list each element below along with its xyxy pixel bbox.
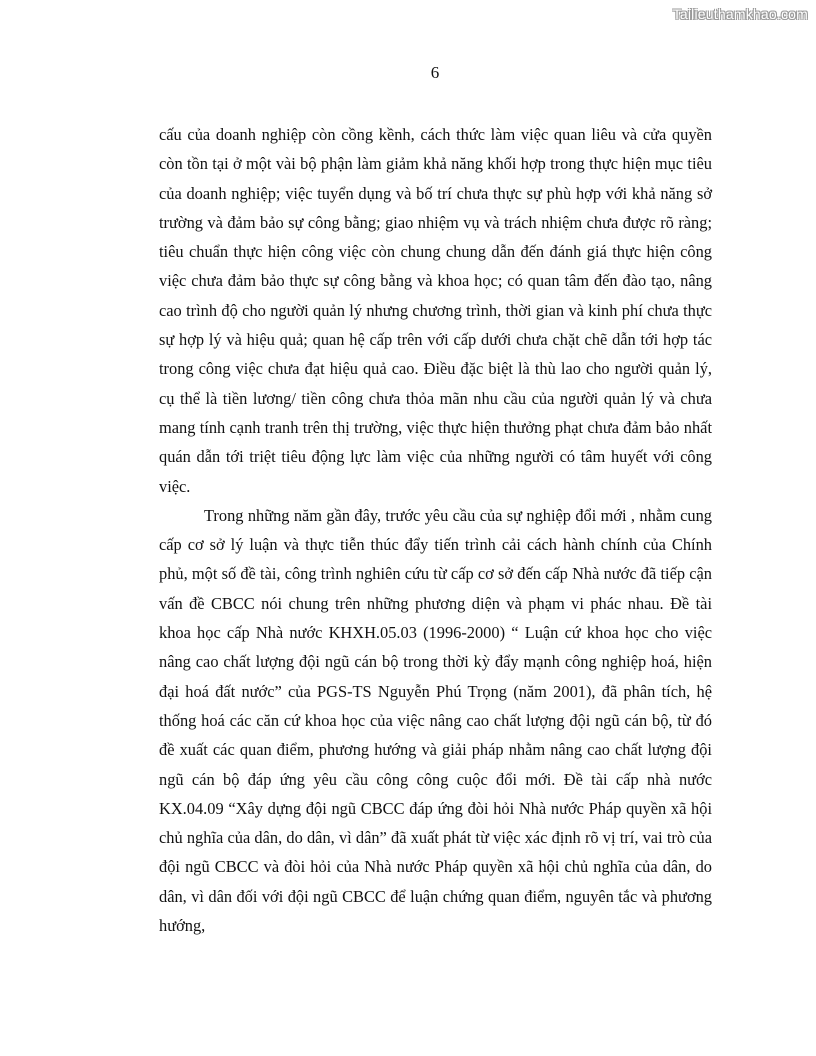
page-number: 6 xyxy=(430,63,440,82)
paragraph-2: Trong những năm gần đây, trước yêu cầu của sự nghiệp đổi mới , nhằm cung cấp cơ sở lý luận và thực tiễn thúc đẩy tiến trình cải cách hành chính của Chính phủ, một số đề tài, công trình nghiên cứu từ cấp cơ sở đến cấp Nhà nước đã tiếp cận vấn đề CBCC nói chung trên những phương diện và phạm vi phác nhau. Đề tài khoa học cấp Nhà nước KHXH.05.03 (1996-2000) “ Luận cứ khoa học cho việc nâng cao chất lượng đội ngũ cán bộ trong thời kỳ đẩy mạnh công nghiệp hoá, hiện đại hoá đất nước” của PGS-TS Nguyễn Phú Trọng (năm 2001), đã phân tích, hệ thống hoá các căn cứ khoa học của việc nâng cao chất lượng đội ngũ cán bộ, từ đó đề xuất các quan điểm, phương hướng và giải pháp nhằm nâng cao chất lượng đội ngũ cán bộ đáp ứng yêu cầu công công cuộc đổi mới. Đề tài cấp nhà nước KX.04.09 “Xây dựng đội ngũ CBCC đáp ứng đòi hỏi Nhà nước Pháp quyền xã hội chủ nghĩa của dân, do dân, vì dân” đã xuất phát từ việc xác định rõ vị trí, vai trò của đội ngũ CBCC và đòi hỏi của Nhà nước Pháp quyền xã hội chủ nghĩa của dân, do dân, vì dân đối với đội ngũ CBCC để luận chứng quan điểm, nguyên tắc và phương hướng, xyxy=(159,505,712,936)
document-body xyxy=(159,120,712,940)
paragraph-1: cấu của doanh nghiệp còn cồng kềnh, cách thức làm việc quan liêu và cửa quyền còn tồn tại ở một vài bộ phận làm giảm khả năng khối hợp trong thực hiện mục tiêu của doanh nghiệp; việc tuyển dụng và bố trí chưa thực sự phù hợp với khả năng sở trường và đảm bảo sự công bằng; giao nhiệm vụ và trách nhiệm chưa được rõ ràng; tiêu chuẩn thực hiện công việc còn chung chung dẫn đến đánh giá thực hiện công việc chưa đảm bảo thực sự công bằng và khoa học; có quan tâm đến đào tạo, nâng cao trình độ cho người quản lý nhưng chương trình, thời gian và kinh phí chưa thực sự hợp lý và hiệu quả; quan hệ cấp trên với cấp dưới chưa chặt chẽ dẫn tới hợp tác trong công việc chưa đạt hiệu quả cao. Điều đặc biệt là thù lao cho người quản lý, cụ thể là tiền lương/ tiền công chưa thỏa mãn nhu cầu của người quản lý và chưa mang tính cạnh tranh trên thị trường, việc thực hiện thưởng phạt chưa đảm bảo nhất quán dẫn tới triệt tiêu động lực làm việc của những người có tâm huyết với công việc. xyxy=(159,125,712,496)
watermark-text: Tailieuthamkhao.com xyxy=(672,6,808,22)
